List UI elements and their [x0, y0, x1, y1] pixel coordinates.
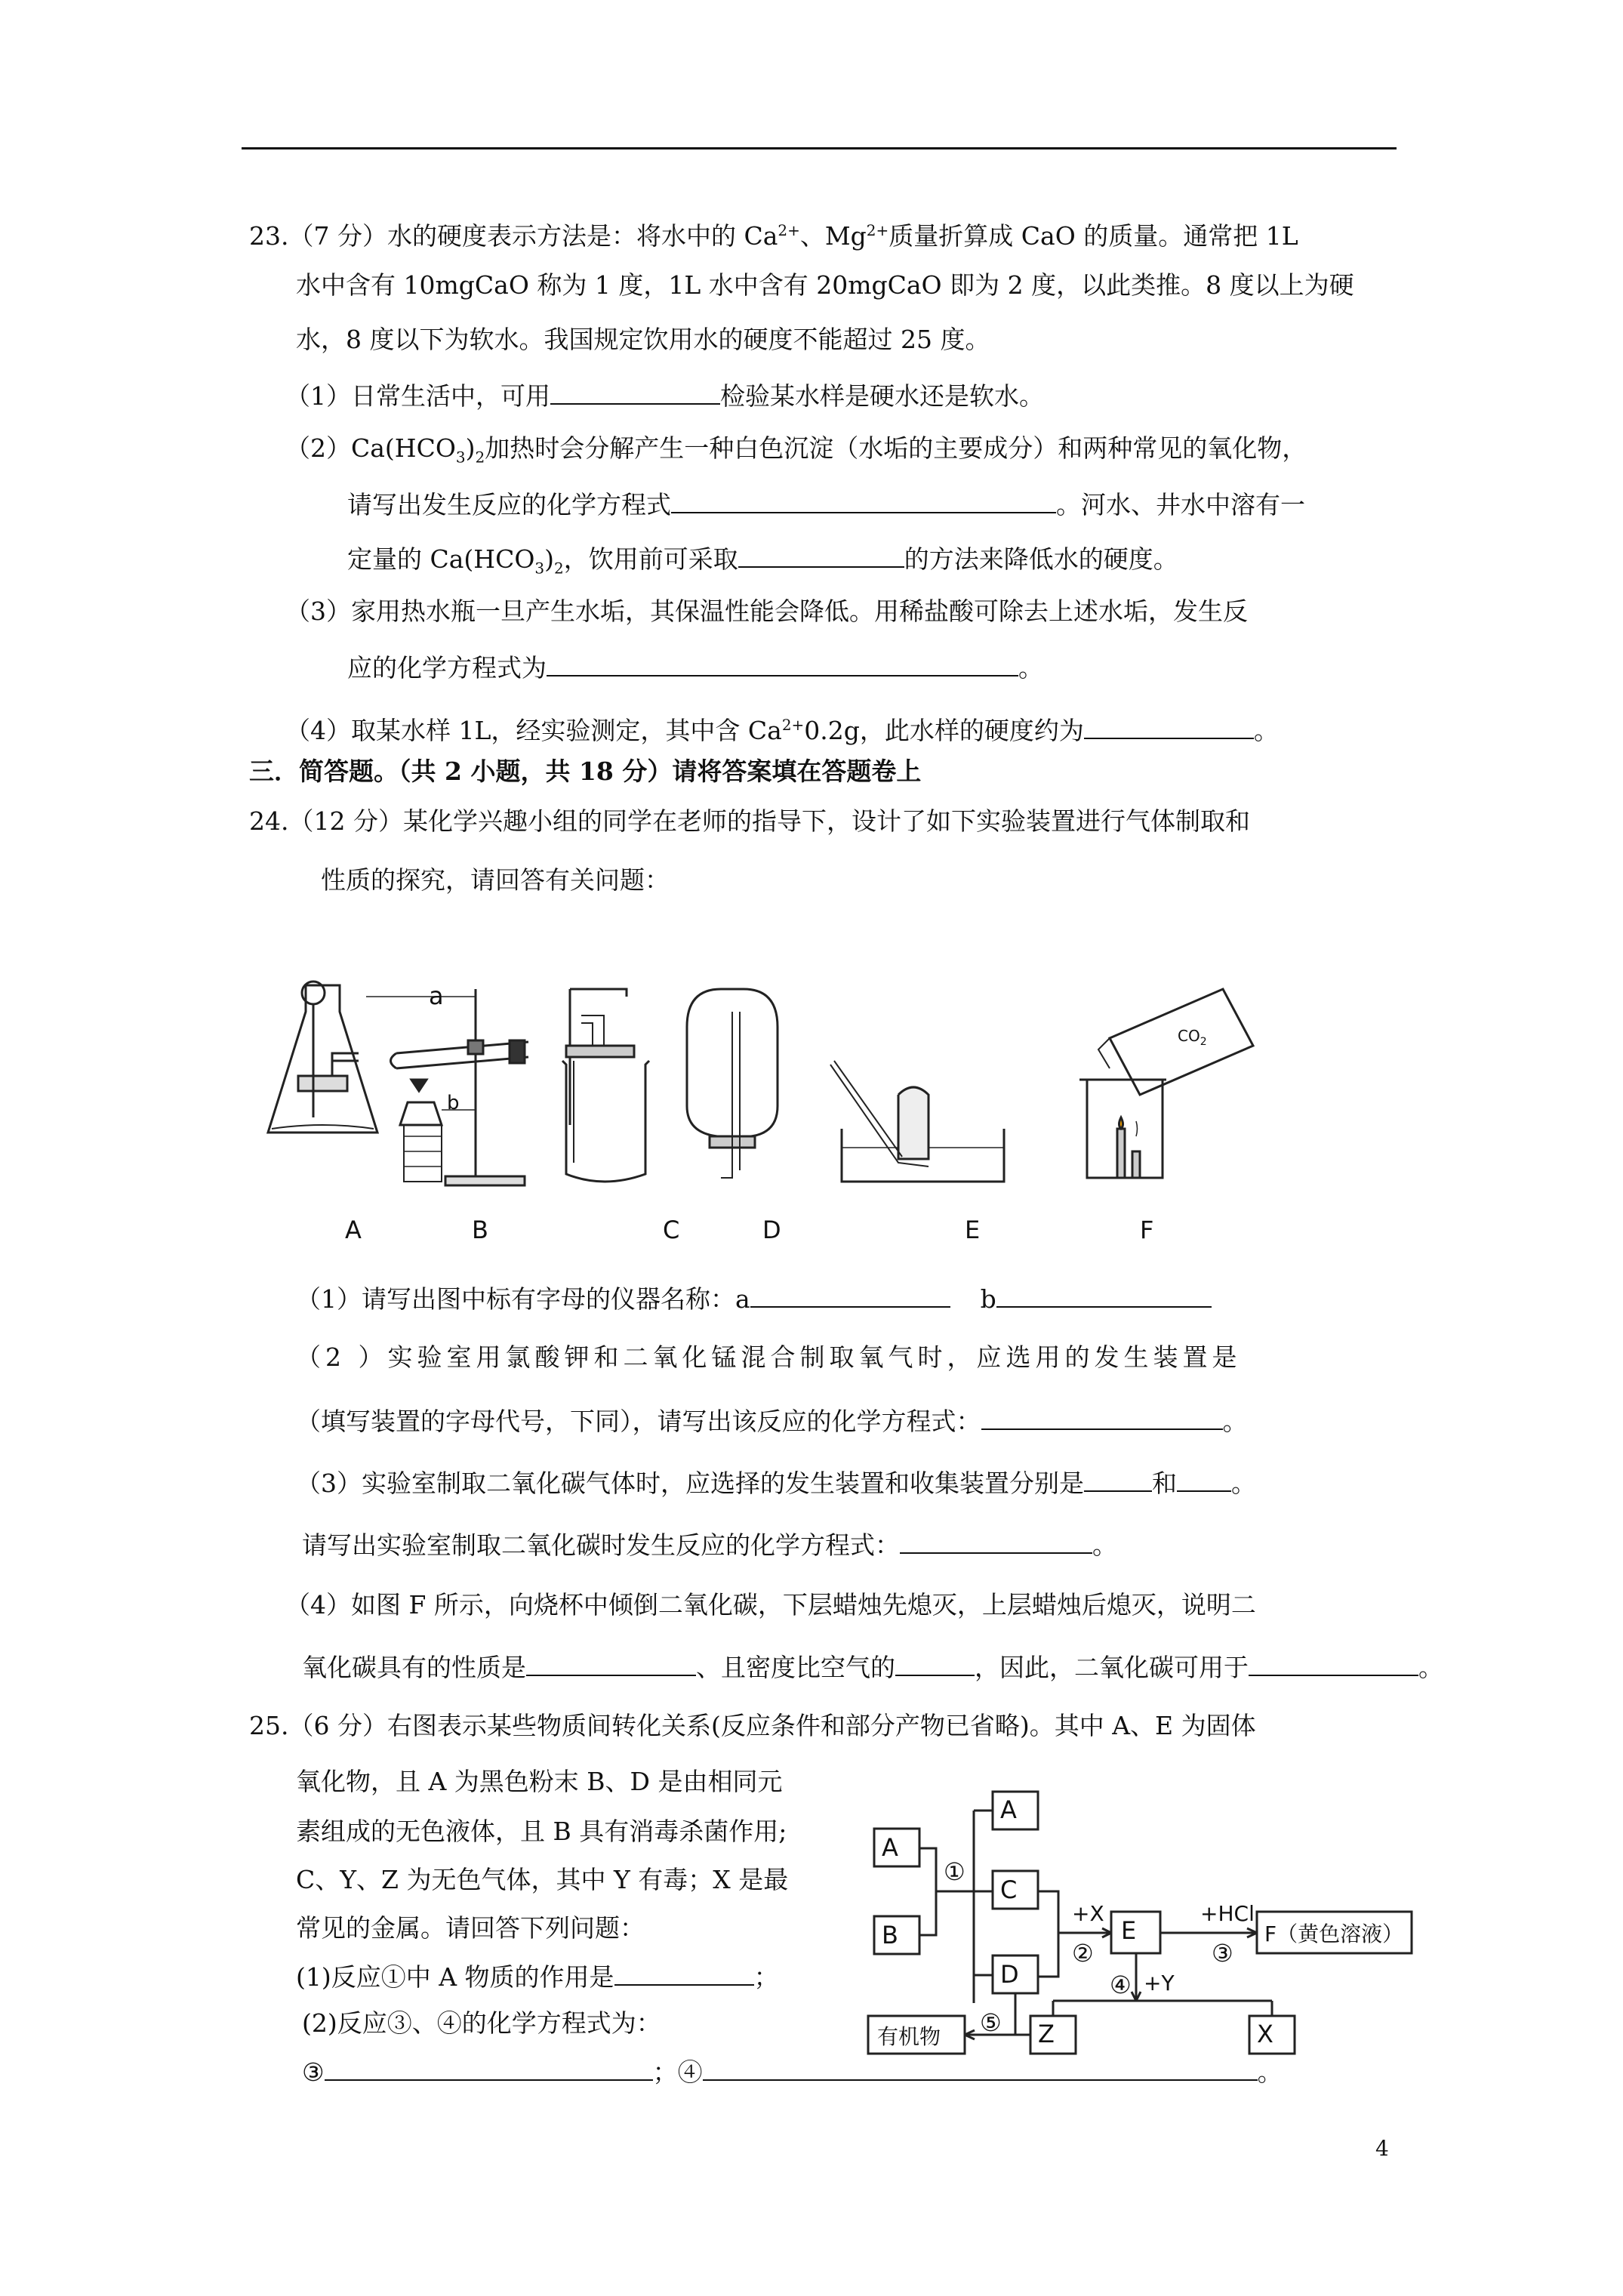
q23-line1: 23.（7 分）水的硬度表示方法是：将水中的 $Ca^{2+}$、$Mg^{2+}$质量折算成 CaO 的质量。通常把 1L [249, 221, 1298, 251]
answer-blank[interactable] [671, 488, 1056, 513]
q24-part2: （2 ）实验室用氯酸钾和二氧化锰混合制取氧气时，应选用的发生装置是 [296, 1342, 1242, 1372]
box-z: Z [1038, 2020, 1055, 2048]
box-b: B [882, 1921, 898, 1949]
q23-part3: （3）家用热水瓶一旦产生水垢，其保温性能会降低。用稀盐酸可除去上述水垢，发生反 [285, 596, 1248, 626]
q23-part4: （4）取某水样 1L，经实验测定，其中含 $Ca^{2+}0.2g$，此水样的硬度约为 。 [285, 710, 1279, 746]
q24-part3: （3）实验室制取二氧化碳气体时，应选择的发生装置和收集装置分别是 和 。 [296, 1466, 1256, 1499]
answer-blank[interactable] [547, 651, 1018, 676]
q25-line5: 常见的金属。请回答下列问题： [296, 1913, 645, 1943]
page-number: 4 [1375, 2136, 1389, 2161]
q23-line2: 水中含有 10mgCaO 称为 1 度，1L 水中含有 20mgCaO 即为 2 度，以此类推。8 度以上为硬 [296, 270, 1354, 300]
apparatus-c-bottle [562, 989, 649, 1182]
box-f: F（黄色溶液） [1264, 1922, 1404, 1946]
box-e: E [1121, 1916, 1137, 1945]
answer-blank[interactable] [738, 542, 904, 568]
reagent-y: +Y [1144, 1971, 1175, 1996]
apparatus-label-f: F [1140, 1216, 1154, 1244]
box-a2: A [1000, 1795, 1017, 1824]
q24-part3-line2: 请写出实验室制取二氧化碳时发生反应的化学方程式： 。 [302, 1528, 1117, 1561]
q24-part2-line2: （填写装置的字母代号，下同），请写出该反应的化学方程式： 。 [296, 1404, 1248, 1437]
box-c: C [1000, 1875, 1018, 1904]
answer-blank[interactable] [895, 1650, 975, 1676]
answer-blank[interactable] [996, 1282, 1212, 1308]
q23-part2: $(2)Ca(HCO_3)_2$加热时会分解产生一种白色沉淀（水垢的主要成分）和两种常见的氧化物， [285, 433, 1307, 467]
q24-part4-line2: 氧化碳具有的性质是 、且密度比空气的 ，因此，二氧化碳可用于 。 [302, 1650, 1443, 1683]
apparatus-figure [249, 982, 1306, 1208]
apparatus-d-bottle [687, 989, 778, 1178]
q25-part2-eq: ③ ；④ 。 [302, 2055, 1283, 2088]
apparatus-a-flask [268, 982, 377, 1223]
apparatus-label-d: D [762, 1216, 781, 1244]
q23-part3-line2: 应的化学方程式为 。 [347, 651, 1043, 683]
q23-part1: （1）日常生活中，可用 检验某水样是硬水还是软水。 [285, 379, 1044, 411]
apparatus-label-a: A [345, 1216, 362, 1244]
header-rule [242, 147, 1397, 149]
reaction-3: ③ [1212, 1939, 1233, 1968]
q23-part2-line2: 请写出发生反应的化学方程式 。河水、井水中溶有一 [347, 488, 1305, 520]
apparatus-label-c: C [663, 1216, 680, 1244]
answer-blank[interactable] [526, 1650, 696, 1676]
q25-line1: 25.（6 分）右图表示某些物质间转化关系(反应条件和部分产物已省略)。其中 A、E 为固体 [249, 1711, 1256, 1740]
q25-line2: 氧化物，且 A 为黑色粉末 B、D 是由相同元 [296, 1767, 783, 1796]
reagent-hcl: +HCl [1200, 1901, 1255, 1926]
q25-part1: (1)反应①中 A 物质的作用是 ； [296, 1960, 779, 1992]
q24-part4: （4）如图 F 所示，向烧杯中倾倒二氧化碳，下层蜡烛先熄灭，上层蜡烛后熄灭，说明二 [285, 1590, 1256, 1620]
box-d: D [1000, 1960, 1019, 1989]
answer-blank[interactable] [550, 379, 720, 405]
box-organic: 有机物 [877, 2024, 941, 2049]
q25-line3: 素组成的无色液体，且 B 具有消毒杀菌作用; [296, 1817, 787, 1846]
box-x: X [1257, 2020, 1273, 2048]
answer-blank[interactable] [1177, 1466, 1231, 1492]
reaction-1: ① [944, 1857, 965, 1886]
answer-blank[interactable] [325, 2055, 653, 2081]
label-b: b [447, 1092, 460, 1114]
apparatus-e-trough [830, 1061, 1004, 1182]
apparatus-label-b: B [472, 1216, 488, 1244]
q24-line2: 性质的探究，请回答有关问题： [321, 865, 670, 895]
answer-blank[interactable] [900, 1528, 1092, 1554]
section-heading: 三．简答题。（共 2 小题，共 18 分）请将答案填在答题卷上 [249, 757, 922, 786]
q24-line1: 24.（12 分）某化学兴趣小组的同学在老师的指导下，设计了如下实验装置进行气体制取和 [249, 806, 1250, 836]
label-a: a [429, 982, 444, 1010]
q24-part1: （1）请写出图中标有字母的仪器名称：a b [296, 1282, 1212, 1314]
apparatus-f-beaker [1079, 989, 1253, 1178]
apparatus-label-e: E [965, 1216, 981, 1244]
answer-blank[interactable] [750, 1282, 950, 1308]
answer-blank[interactable] [1249, 1650, 1418, 1676]
reaction-2: ② [1072, 1939, 1094, 1968]
answer-blank[interactable] [1084, 713, 1254, 739]
q23-line3: 水，8 度以下为软水。我国规定饮用水的硬度不能超过 25 度。 [296, 325, 990, 354]
box-a1: A [882, 1833, 898, 1862]
label-co2: $CO_2$ [1178, 1027, 1207, 1048]
reaction-5: ⑤ [980, 2008, 1002, 2037]
reaction-4: ④ [1110, 1971, 1132, 1999]
q25-line4: C、Y、Z 为无色气体，其中 Y 有毒；X 是最 [296, 1865, 789, 1894]
apparatus-b-heating [366, 989, 528, 1185]
q25-part2: (2)反应③、④的化学方程式为： [302, 2008, 661, 2038]
q23-part2-line3: 定量的 $Ca(HCO_3)_2$，饮用前可采取 的方法来降低水的硬度。 [347, 542, 1178, 584]
answer-blank[interactable] [1084, 1466, 1152, 1492]
answer-blank[interactable] [614, 1960, 754, 1986]
answer-blank[interactable] [981, 1404, 1223, 1430]
reagent-x: +X [1072, 1901, 1104, 1926]
